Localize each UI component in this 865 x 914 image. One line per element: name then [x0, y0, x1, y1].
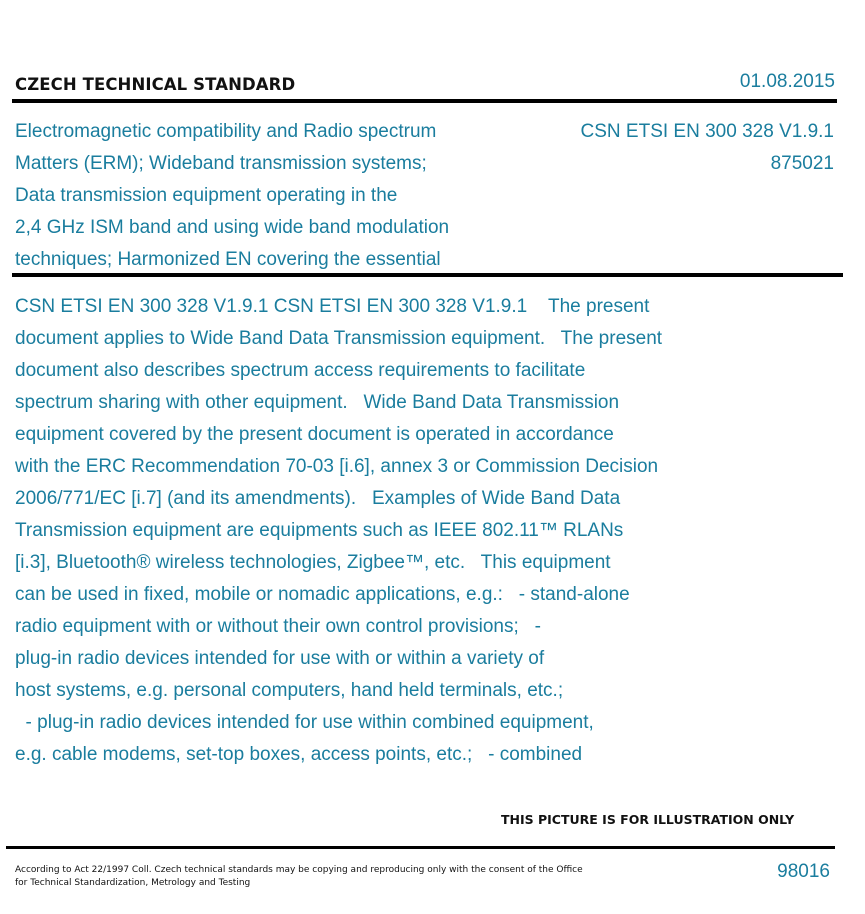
abstract-line: [i.3], Bluetooth® wireless technologies, Zigbee™, etc. This equipment: [15, 552, 611, 573]
publication-date: 01.08.2015: [739, 71, 835, 92]
abstract-line: 2006/771/EC [i.7] (and its amendments). Examples of Wide Band Data: [15, 488, 621, 509]
abstract-line: document applies to Wide Band Data Transmission equipment. The present: [15, 328, 663, 349]
legal-notice-line: According to Act 22/1997 Coll. Czech technical standards may be copying and reproducing only with the consent of the Office: [15, 865, 583, 875]
abstract-line: - plug-in radio devices intended for use within combined equipment,: [15, 712, 594, 733]
abstract-line: equipment covered by the present document is operated in accordance: [15, 424, 614, 445]
standard-code: CSN ETSI EN 300 328 V1.9.1: [580, 121, 834, 142]
abstract-line: host systems, e.g. personal computers, hand held terminals, etc.;: [15, 680, 564, 701]
footer-divider: [6, 846, 835, 849]
abstract-text: [15, 291, 815, 771]
abstract-line: e.g. cable modems, set-top boxes, access points, etc.; - combined: [15, 744, 583, 765]
abstract-line: document also describes spectrum access requirements to facilitate: [15, 360, 586, 381]
standard-title-line: 2,4 GHz ISM band and using wide band modulation: [15, 217, 450, 238]
abstract-line: can be used in fixed, mobile or nomadic applications, e.g.: - stand-alone: [15, 584, 630, 605]
abstract-line: plug-in radio devices intended for use with or within a variety of: [15, 648, 545, 669]
legal-notice: [15, 864, 615, 890]
catalog-number: 875021: [770, 153, 834, 174]
standard-title-line: Matters (ERM); Wideband transmission systems;: [15, 153, 427, 174]
header-divider: [12, 99, 837, 103]
standard-identifiers: [581, 116, 834, 180]
abstract-line: Transmission equipment are equipments such as IEEE 802.11™ RLANs: [15, 520, 624, 541]
abstract-line: CSN ETSI EN 300 328 V1.9.1 CSN ETSI EN 300 328 V1.9.1 The present: [15, 296, 650, 317]
abstract-line: spectrum sharing with other equipment. Wide Band Data Transmission: [15, 392, 620, 413]
document-type-heading: CZECH TECHNICAL STANDARD: [15, 75, 296, 94]
abstract-line: with the ERC Recommendation 70-03 [i.6], annex 3 or Commission Decision: [15, 456, 659, 477]
illustration-disclaimer: THIS PICTURE IS FOR ILLUSTRATION ONLY: [501, 812, 795, 827]
document-number: 98016: [777, 861, 830, 882]
legal-notice-line: for Technical Standardization, Metrology and Testing: [15, 878, 251, 888]
standard-title-line: Electromagnetic compatibility and Radio spectrum: [15, 121, 437, 142]
standard-title-line: techniques; Harmonized EN covering the essential: [15, 249, 441, 270]
abstract-line: radio equipment with or without their own control provisions; -: [15, 616, 541, 637]
title-divider: [12, 273, 843, 277]
standard-title-line: Data transmission equipment operating in the: [15, 185, 398, 206]
standard-title: [15, 116, 535, 276]
